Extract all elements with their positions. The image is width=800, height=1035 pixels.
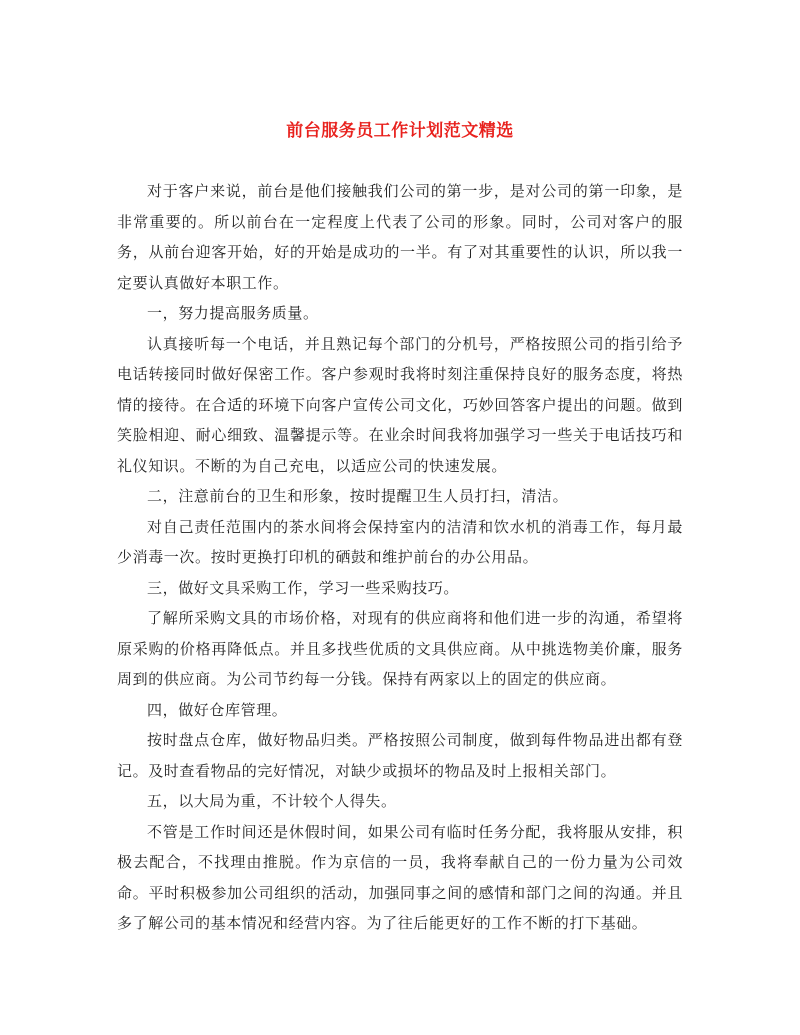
section-heading-3: 三，做好文具采购工作，学习一些采购技巧。 (147, 578, 460, 597)
paragraph-2: 对自己责任范围内的茶水间将会保持室内的洁清和饮水机的消毒工作，每月最少消毒一次。按时更换打印机的硒鼓和维护前台的办公用品。 (117, 517, 683, 566)
paragraph-5: 不管是工作时间还是休假时间，如果公司有临时任务分配，我将服从安排，积极去配合，不找理由推脱。作为京信的一员，我将奉献自己的一份力量为公司效命。平时积极参加公司组织的活动，加强同事之间的感情和部门之间的沟通。并且多了解公司的基本情况和经营内容。为了往后能更好的工作不断的打下基础。 (117, 822, 683, 932)
paragraph-1: 认真接听每一个电话，并且熟记每个部门的分机号，严格按照公司的指引给予电话转接同时做好保密工作。客户参观时我将时刻注重保持良好的服务态度，将热情的接待。在合适的环境下向客户宣传公司文化，巧妙回答客户提出的问题。做到笑脸相迎、耐心细致、温馨提示等。在业余时间我将加强学习一些关于电话技巧和礼仪知识。不断的为自己充电，以适应公司的快速发展。 (117, 334, 683, 475)
paragraph-3: 了解所采购文具的市场价格，对现有的供应商将和他们进一步的沟通，希望将原采购的价格再降低点。并且多找些优质的文具供应商。从中挑选物美价廉，服务周到的供应商。为公司节约每一分钱。保持有两家以上的固定的供应商。 (117, 609, 683, 688)
document-body (117, 176, 683, 939)
section-heading-5: 五，以大局为重，不计较个人得失。 (147, 792, 397, 810)
section-heading-2: 二，注意前台的卫生和形象，按时提醒卫生人员打扫，清洁。 (147, 487, 569, 505)
section-heading-1: 一，努力提高服务质量。 (147, 304, 319, 322)
document-title: 前台服务员工作计划范文精选 (286, 121, 514, 141)
section-heading-4: 四，做好仓库管理。 (147, 700, 288, 719)
paragraph-intro: 对于客户来说，前台是他们接触我们公司的第一步，是对公司的第一印象，是非常重要的。所以前台在一定程度上代表了公司的形象。同时，公司对客户的服务，从前台迎客开始，好的开始是成功的一半。有了对其重要性的认识，所以我一定要认真做好本职工作。 (117, 182, 683, 292)
paragraph-4: 按时盘点仓库，做好物品归类。严格按照公司制度，做到每件物品进出都有登记。及时查看物品的完好情况，对缺少或损坏的物品及时上报相关部门。 (117, 731, 683, 780)
